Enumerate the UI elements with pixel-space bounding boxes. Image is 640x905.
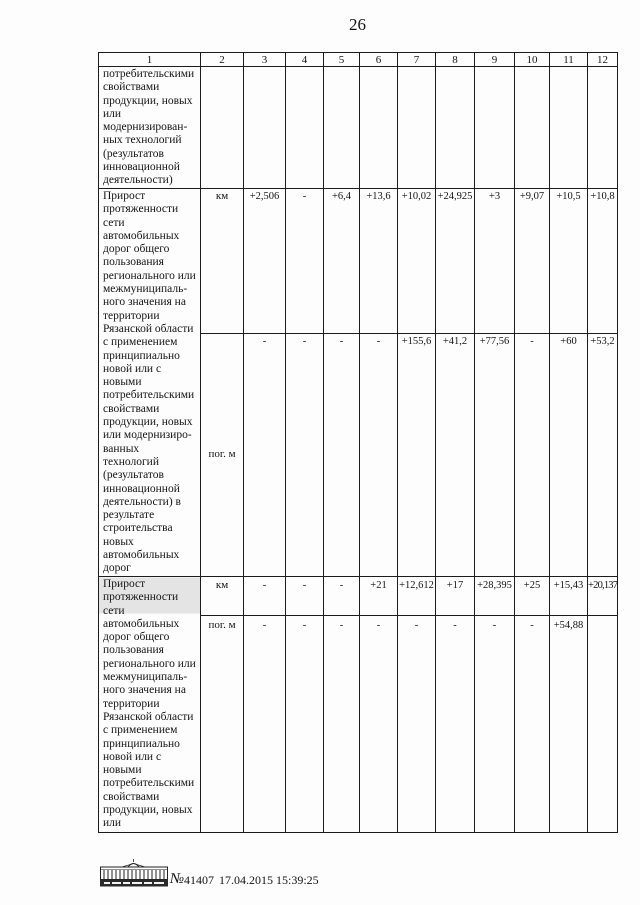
value-cell: - xyxy=(324,616,360,833)
value-cell: - xyxy=(286,189,324,334)
empty-cell xyxy=(244,67,286,189)
empty-cell xyxy=(286,67,324,189)
value-cell: - xyxy=(324,577,360,616)
value-cell: - xyxy=(244,577,286,616)
table-row xyxy=(99,189,618,334)
value-cell: +3 xyxy=(475,189,515,334)
value-cell: - xyxy=(286,616,324,833)
table-row xyxy=(99,577,618,616)
unit-cell: км xyxy=(201,189,244,334)
empty-cell xyxy=(515,67,550,189)
empty-cell xyxy=(588,67,618,189)
empty-cell xyxy=(201,67,244,189)
value-cell: - xyxy=(244,334,286,577)
value-cell: +54,88 xyxy=(550,616,588,833)
column-header-11: 11 xyxy=(550,53,588,67)
value-cell: - xyxy=(286,577,324,616)
value-cell: +9,07 xyxy=(515,189,550,334)
empty-cell xyxy=(436,67,475,189)
column-number-row xyxy=(99,53,618,67)
value-cell: +10,5 xyxy=(550,189,588,334)
value-cell: +13,6 xyxy=(360,189,398,334)
value-cell: - xyxy=(286,334,324,577)
indicator-cell: потребительскими свойствами продукции, новых или модернизирован- ных технологий (результатов инновационной деятельности) xyxy=(99,67,201,189)
value-cell: - xyxy=(324,334,360,577)
value-cell: - xyxy=(398,616,436,833)
column-header-7: 7 xyxy=(398,53,436,67)
indicator-cell: Прирост протяженности сети автомобильных дорог общего пользования регионального или межмуниципаль- ного значения на территории Рязанской области с применением принципиально новой или с новыми потребительскими свойствами продукции, новых или xyxy=(99,577,201,833)
column-header-9: 9 xyxy=(475,53,515,67)
value-cell: +25 xyxy=(515,577,550,616)
value-cell: +10,02 xyxy=(398,189,436,334)
indicator-table xyxy=(98,52,618,833)
empty-cell xyxy=(550,67,588,189)
column-header-4: 4 xyxy=(286,53,324,67)
registration-datetime: 17.04.2015 15:39:25 xyxy=(219,873,319,887)
value-cell: +60 xyxy=(550,334,588,577)
empty-cell xyxy=(324,67,360,189)
value-cell: - xyxy=(475,616,515,833)
value-cell: - xyxy=(436,616,475,833)
value-cell: - xyxy=(360,616,398,833)
value-cell: +17 xyxy=(436,577,475,616)
value-cell: - xyxy=(515,334,550,577)
empty-cell xyxy=(475,67,515,189)
value-cell: - xyxy=(515,616,550,833)
number-sign: № xyxy=(170,871,185,887)
page-number: 26 xyxy=(349,15,366,34)
registration-number: 41407 xyxy=(184,873,214,887)
unit-cell: пог. м xyxy=(201,334,244,577)
value-cell: +15,43 xyxy=(550,577,588,616)
value-cell: +24,925 xyxy=(436,189,475,334)
column-header-12: 12 xyxy=(588,53,618,67)
unit-cell: пог. м xyxy=(201,616,244,833)
empty-cell xyxy=(588,616,618,833)
value-cell: +53,2 xyxy=(588,334,618,577)
value-cell: +20,137 xyxy=(588,577,618,616)
column-header-6: 6 xyxy=(360,53,398,67)
value-cell: +155,6 xyxy=(398,334,436,577)
value-cell: - xyxy=(360,334,398,577)
column-header-8: 8 xyxy=(436,53,475,67)
building-emblem-logo xyxy=(100,859,168,887)
value-cell: +10,8 xyxy=(588,189,618,334)
column-header-2: 2 xyxy=(201,53,244,67)
column-header-3: 3 xyxy=(244,53,286,67)
empty-cell xyxy=(398,67,436,189)
indicator-cell: Прирост протяженности сети автомобильных дорог общего пользования регионального или межмуниципаль- ного значения на территории Рязанской области с применением принципиально новой или с новыми потребительскими свойствами продукции, новых или модернизиро- ванных технологий (результатов инновационной деятельности) в результате строительства новых автомобильных дорог xyxy=(99,189,201,577)
value-cell: +2,506 xyxy=(244,189,286,334)
value-cell: - xyxy=(244,616,286,833)
value-cell: +12,612 xyxy=(398,577,436,616)
value-cell: +77,56 xyxy=(475,334,515,577)
column-header-5: 5 xyxy=(324,53,360,67)
value-cell: +21 xyxy=(360,577,398,616)
value-cell: +28,395 xyxy=(475,577,515,616)
table-row xyxy=(99,67,618,189)
column-header-1: 1 xyxy=(99,53,201,67)
value-cell: +41,2 xyxy=(436,334,475,577)
unit-cell: км xyxy=(201,577,244,616)
column-header-10: 10 xyxy=(515,53,550,67)
empty-cell xyxy=(360,67,398,189)
value-cell: +6,4 xyxy=(324,189,360,334)
